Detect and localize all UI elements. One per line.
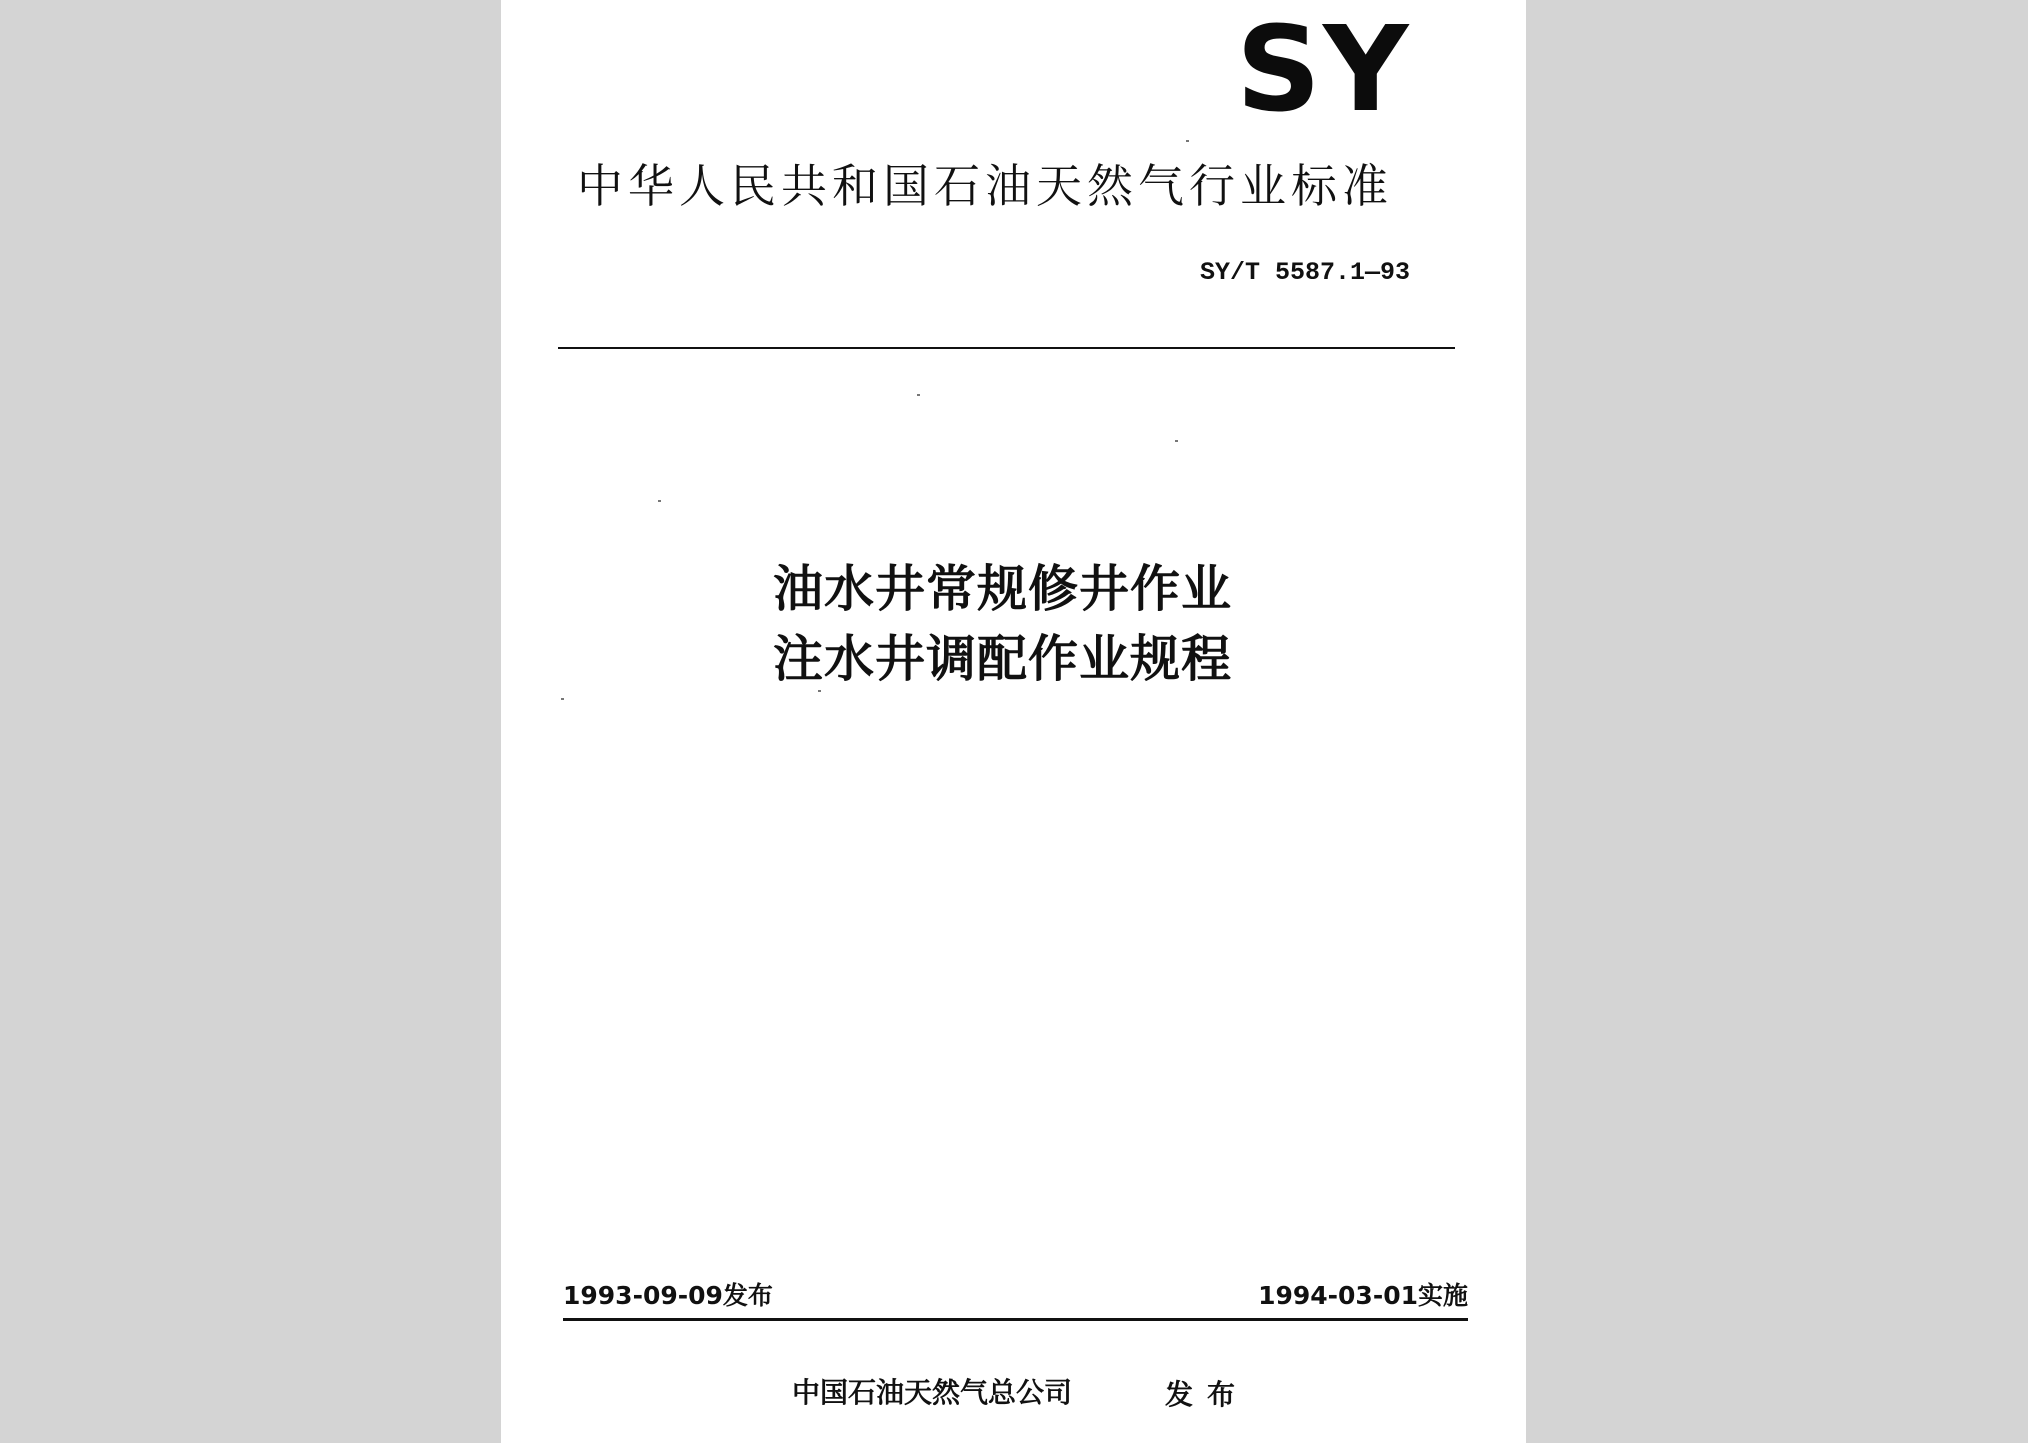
- scan-speck: [917, 394, 920, 396]
- issue-date: 1993-09-09发布: [563, 1281, 773, 1310]
- sy-logo: SY: [1236, 0, 1411, 138]
- document-page: [501, 0, 1526, 1443]
- title-line-1: 油水井常规修井作业: [773, 560, 1232, 618]
- issue-label: 发布: [1165, 1378, 1250, 1411]
- issuing-organization: 中国石油天然气总公司: [792, 1376, 1073, 1409]
- scan-speck: [658, 500, 661, 502]
- implementation-date: 1994-03-01实施: [1258, 1281, 1468, 1310]
- standard-code: SY/T 5587.1—93: [1200, 258, 1411, 287]
- standard-category-title: 中华人民共和国石油天然气行业标准: [577, 159, 1393, 213]
- scan-speck: [1175, 440, 1178, 442]
- scan-speck: [561, 698, 564, 700]
- scan-speck: [818, 690, 821, 692]
- top-divider: [558, 347, 1455, 349]
- scan-speck: [1186, 140, 1189, 142]
- document-title: [773, 554, 1232, 694]
- bottom-divider: [563, 1318, 1468, 1321]
- title-line-2: 注水井调配作业规程: [773, 630, 1232, 688]
